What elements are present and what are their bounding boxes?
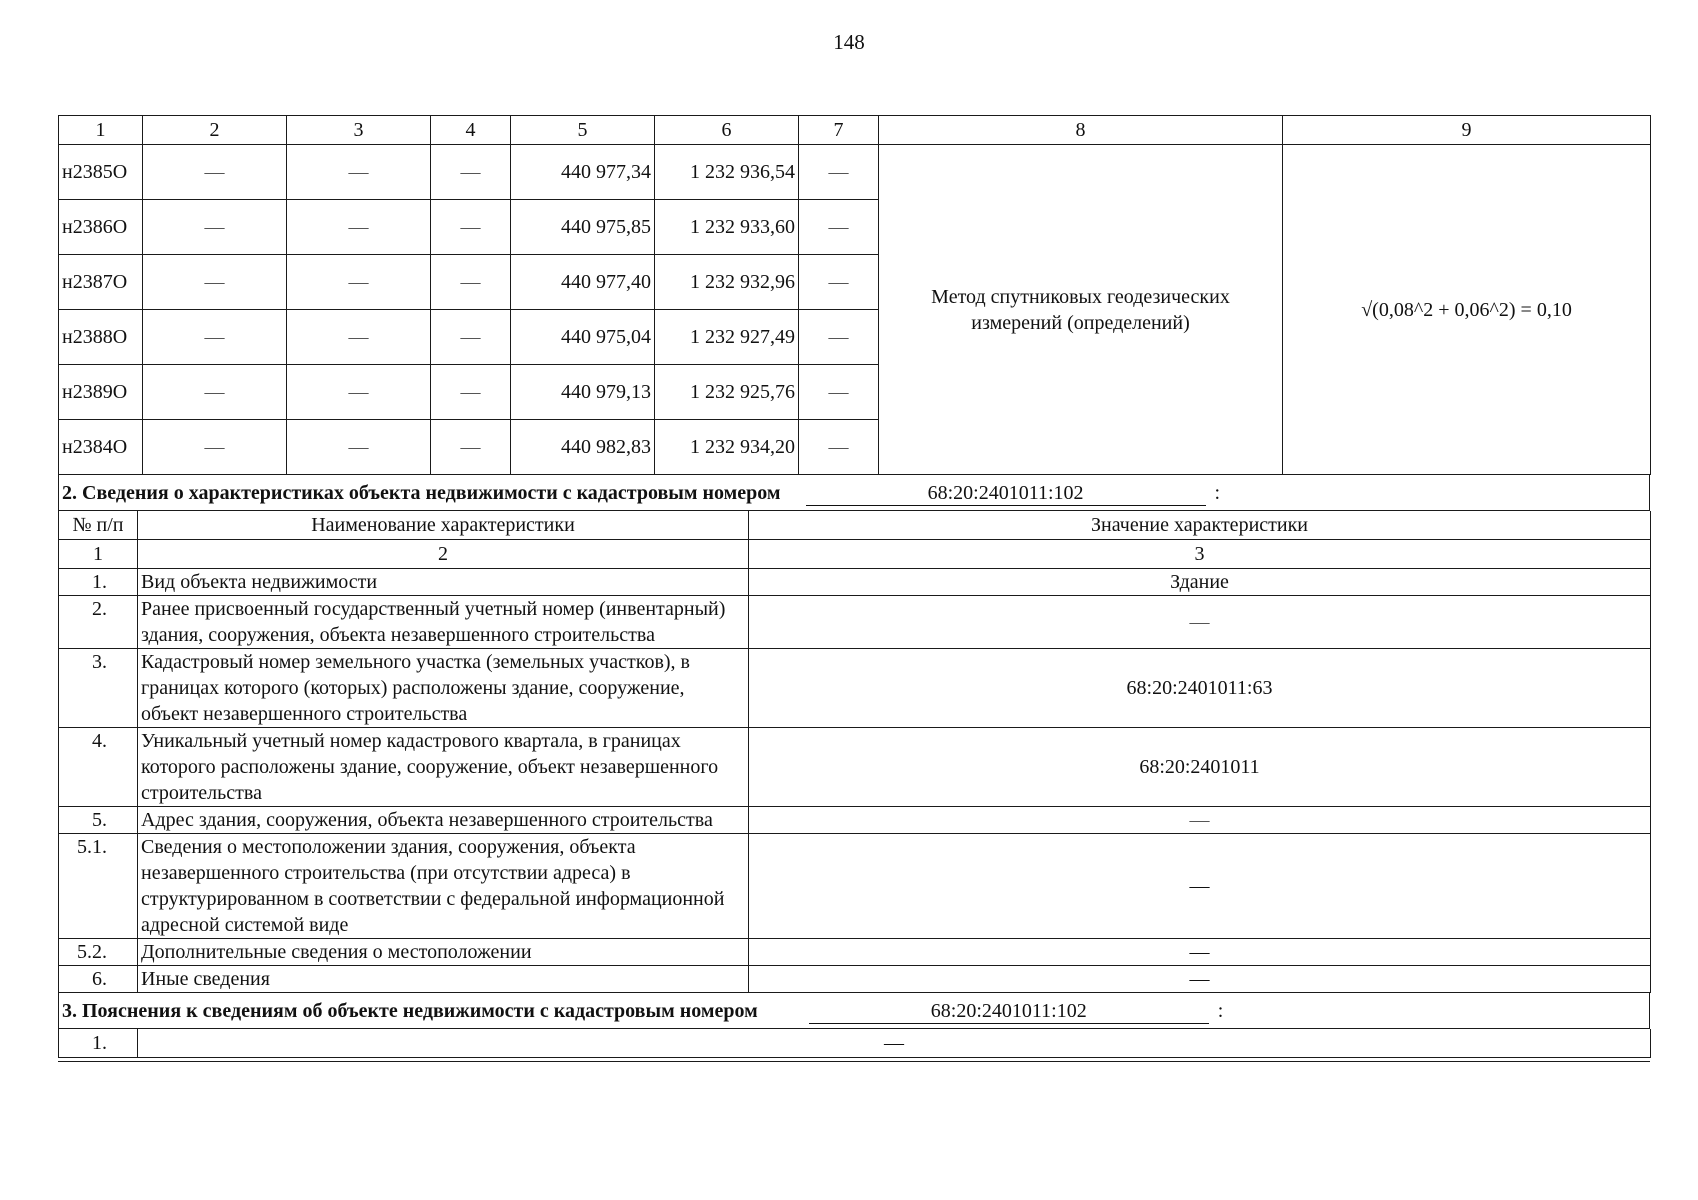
explanation-value: — [138,1029,1651,1058]
cell-dash: — [431,310,511,365]
header-num: № п/п [59,511,138,540]
header-cell: 8 [879,116,1283,145]
cell-dash: — [287,310,431,365]
closing-line [58,1061,1650,1062]
cell-dash: — [799,365,879,420]
table-row [59,649,1651,728]
section3-title-cell [59,993,1650,1029]
characteristic-value: — [749,966,1651,993]
header-name: Наименование характеристики [138,511,749,540]
section3-colon: : [1217,999,1224,1022]
header-cell: 7 [799,116,879,145]
coord-x: 440 975,85 [511,200,655,255]
cell-dash: — [143,255,287,310]
table-row [59,834,1651,939]
coord-y: 1 232 936,54 [655,145,799,200]
cell-dash: — [143,310,287,365]
header-cell: 3 [287,116,431,145]
characteristic-value: — [749,596,1651,649]
characteristic-name: Адрес здания, сооружения, объекта незавершенного строительства [138,807,749,834]
coord-x: 440 979,13 [511,365,655,420]
cell-dash: — [143,200,287,255]
header-cell: 1 [59,116,143,145]
table-row [59,939,1651,966]
row-number: 4. [59,728,138,807]
section3-title-block [58,993,1650,1029]
cell-dash: — [143,365,287,420]
point-name: н2389О [59,365,143,420]
characteristic-value: — [749,807,1651,834]
characteristic-name: Сведения о местоположении здания, сооружения, объекта незавершенного строительства (при отсутствии адреса) в структурированном в соответствии с федеральной информационной адресной системой виде [138,834,749,939]
header-cell: 9 [1283,116,1651,145]
section3-title: 3. Пояснения к сведениям об объекте недвижимости с кадастровым номером [62,999,758,1022]
coordinates-table [58,115,1651,475]
header-value-index: 3 [749,540,1651,569]
cell-dash: — [799,420,879,475]
point-name: н2386О [59,200,143,255]
row-number: 3. [59,649,138,728]
cell-dash: — [431,200,511,255]
table-row [59,807,1651,834]
coord-x: 440 977,34 [511,145,655,200]
characteristic-name: Уникальный учетный номер кадастрового квартала, в границах которого расположены здание, сооружение, объект незавершенного строительства [138,728,749,807]
header-value: Значение характеристики [749,511,1651,540]
header-cell: 5 [511,116,655,145]
cell-dash: — [799,310,879,365]
method-cell: Метод спутниковых геодезических измерений (определений) [879,145,1283,475]
characteristics-table [58,511,1651,993]
point-name: н2385О [59,145,143,200]
section2-title-cell [59,475,1650,511]
characteristic-value: — [749,834,1651,939]
cell-dash: — [431,365,511,420]
table-row [59,966,1651,993]
characteristic-name: Иные сведения [138,966,749,993]
cell-dash: — [431,145,511,200]
coord-y: 1 232 927,49 [655,310,799,365]
row-number: 5.2. [59,939,138,966]
coord-x: 440 975,04 [511,310,655,365]
table-row [59,145,1651,200]
row-number: 5. [59,807,138,834]
row-number: 1. [59,569,138,596]
section2-title-block [58,475,1650,511]
section3-cadastral-number: 68:20:2401011:102 [809,999,1209,1024]
header-cell: 6 [655,116,799,145]
coord-x: 440 977,40 [511,255,655,310]
cell-dash: — [799,145,879,200]
cell-dash: — [431,420,511,475]
page-number: 148 [833,30,865,54]
point-name: н2388О [59,310,143,365]
characteristic-value: 68:20:2401011 [749,728,1651,807]
cell-dash: — [287,420,431,475]
cell-dash: — [143,420,287,475]
characteristic-name: Ранее присвоенный государственный учетный номер (инвентарный) здания, сооружения, объекта незавершенного строительства [138,596,749,649]
header-cell: 4 [431,116,511,145]
section2-colon: : [1214,481,1221,504]
row-number: 1. [59,1029,138,1058]
point-name: н2384О [59,420,143,475]
cell-dash: — [287,200,431,255]
characteristic-name: Дополнительные сведения о местоположении [138,939,749,966]
coord-y: 1 232 934,20 [655,420,799,475]
characteristic-name: Вид объекта недвижимости [138,569,749,596]
table-row [59,728,1651,807]
characteristic-value: Здание [749,569,1651,596]
coord-y: 1 232 932,96 [655,255,799,310]
coordinates-header-row [59,116,1651,145]
characteristic-name: Кадастровый номер земельного участка (земельных участков), в границах которого (которых) расположены здание, сооружение, объект незавершенного строительства [138,649,749,728]
row-number: 2. [59,596,138,649]
cell-dash: — [287,255,431,310]
coord-y: 1 232 925,76 [655,365,799,420]
header-name-index: 2 [138,540,749,569]
characteristics-header-numbers-row [59,540,1651,569]
point-name: н2387О [59,255,143,310]
cell-dash: — [799,200,879,255]
coord-x: 440 982,83 [511,420,655,475]
header-cell: 2 [143,116,287,145]
cell-dash: — [287,145,431,200]
table-row [59,596,1651,649]
cell-dash: — [143,145,287,200]
accuracy-cell: √(0,08^2 + 0,06^2) = 0,10 [1283,145,1651,475]
cell-dash: — [431,255,511,310]
row-number: 5.1. [59,834,138,939]
row-number: 6. [59,966,138,993]
document-sheet [58,115,1650,1062]
cell-dash: — [287,365,431,420]
table-row [59,569,1651,596]
characteristic-value: 68:20:2401011:63 [749,649,1651,728]
table-row [59,1029,1651,1058]
characteristics-header-row [59,511,1651,540]
header-num-index: 1 [59,540,138,569]
explanations-table [58,1029,1651,1058]
cell-dash: — [799,255,879,310]
characteristic-value: — [749,939,1651,966]
section2-title: 2. Сведения о характеристиках объекта недвижимости с кадастровым номером [62,481,781,504]
section2-cadastral-number: 68:20:2401011:102 [806,481,1206,506]
coord-y: 1 232 933,60 [655,200,799,255]
